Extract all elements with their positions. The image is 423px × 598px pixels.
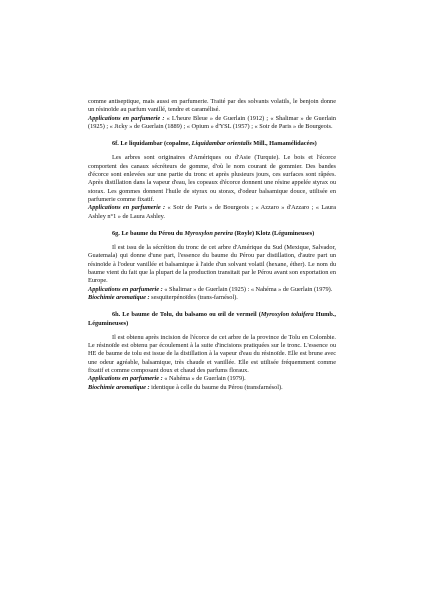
intro-applications (88, 115, 336, 132)
applications-label: Applications en parfumerie : (88, 285, 163, 293)
biochemistry-text: identique à celle du baume du Pérou (transfarnésol). (149, 383, 283, 391)
section-6h-biochemistry (88, 384, 336, 392)
section-6g-body: Il est issu de la sécrétion du tronc de cet arbre d'Amérique du Sud (Mexique, Salvador, Guatemala) qui donne d'une part, l'essence du baume du Pérou par distillation, d'autre part un résinoïde à l'odeur vanillée et balsamique à l'aide d'un solvant volatil (hexane, éther). Le nom du baume vient du fait que la plupart de la production transitait par le Pérou avant son exportation en Europe. (88, 244, 336, 285)
applications-text: « Nahéma » de Guerlain (1979). (162, 375, 246, 383)
section-6h-applications (88, 375, 336, 383)
applications-label: Applications en parfumerie : (88, 375, 163, 383)
section-6g-biochemistry (88, 294, 336, 302)
biochemistry-label: Biochimie aromatique : (88, 383, 150, 391)
biochemistry-text: sesquiterpénoïdes (trans-farnésol). (149, 293, 238, 301)
section-6h-body: Il est obtenu après incision de l'écorce de cet arbre de la province de Tolu en Colombie. Le résinoïde est obtenu par écoulement à la suite d'incisions pratiquées sur le tronc. L'essence ou HE de baume de tolu est issue de la distillation à la vapeur d'eau du résinoïde. Elle est brune avec une odeur agréable, balsamique, très chaude et vanillée. Elle est utilisée fréquemment comme fixatif et comme composant doux et chaud des parfums floraux. (88, 333, 336, 375)
applications-text: « Soir de Paris » de Bourgeois ; « Azzaro » d'Azzaro ; « Laura Ashley n°1 » de Laura Ashley. (88, 204, 336, 220)
section-6h-heading: 6h. Le baume de Tolu, du balsamo ou œil de vermeil (Myroxylon toluifera Humb., Légumineuses) (88, 311, 336, 327)
section-6f-heading: 6f. Le liquidambar (copalme, Liquidambar orientalis Mill., Hamamélidacées) (112, 140, 317, 148)
species-name: Myroxylon toluifera (260, 311, 314, 319)
section-6f-body: Les arbres sont originaires d'Amériques ou d'Asie (Turquie). Le bois et l'écorce comportent des canaux sécréteurs de gomme, d'où le nom courant de gommier. Des bandes d'écorce sont enlevées sur une partie du tronc et après plusieurs jours, ces surfaces sont râpées. Après distillation dans la vapeur d'eau, les copeaux d'écorce donnent une résine appelée styrax ou storax. Les gommes donnent l'huile de styrax ou storax, d'odeur balsamique douce, utilisée en parfumerie comme fixatif. (88, 154, 336, 203)
section-6g-applications (88, 286, 336, 294)
intro-text: comme antiseptique, mais aussi en parfumerie. Traité par des solvants volatils, le benjoin donne un résinoïde au parfum vanillé, tendre et caramélisé. (88, 98, 336, 114)
section-6f-applications (88, 204, 336, 221)
intro-paragraph (88, 98, 336, 115)
section-6g-heading: 6g. Le baume du Pérou du Myroxylon pereira (Royle) Klotz (Légumineuses) (112, 229, 315, 237)
page-content (88, 98, 336, 392)
species-name: Myroxylon pereira (184, 229, 233, 237)
applications-text: « Shalimar » de Guerlain (1925) : « Nahéma » de Guerlain (1979). (162, 285, 333, 293)
applications-text: « L'heure Bleue » de Guerlain (1912) ; « Shalimar » de Guerlain (1925) ; « Jicky » de Guerlain (1889) ; « Opium » d'YSL (1957) ; « Soir de Paris » de Bourgeois. (88, 114, 336, 130)
applications-label: Applications en parfumerie : (88, 114, 165, 122)
biochemistry-label: Biochimie aromatique : (88, 293, 150, 301)
species-name: Liquidambar orientalis (191, 140, 252, 148)
applications-label: Applications en parfumerie : (88, 204, 166, 212)
